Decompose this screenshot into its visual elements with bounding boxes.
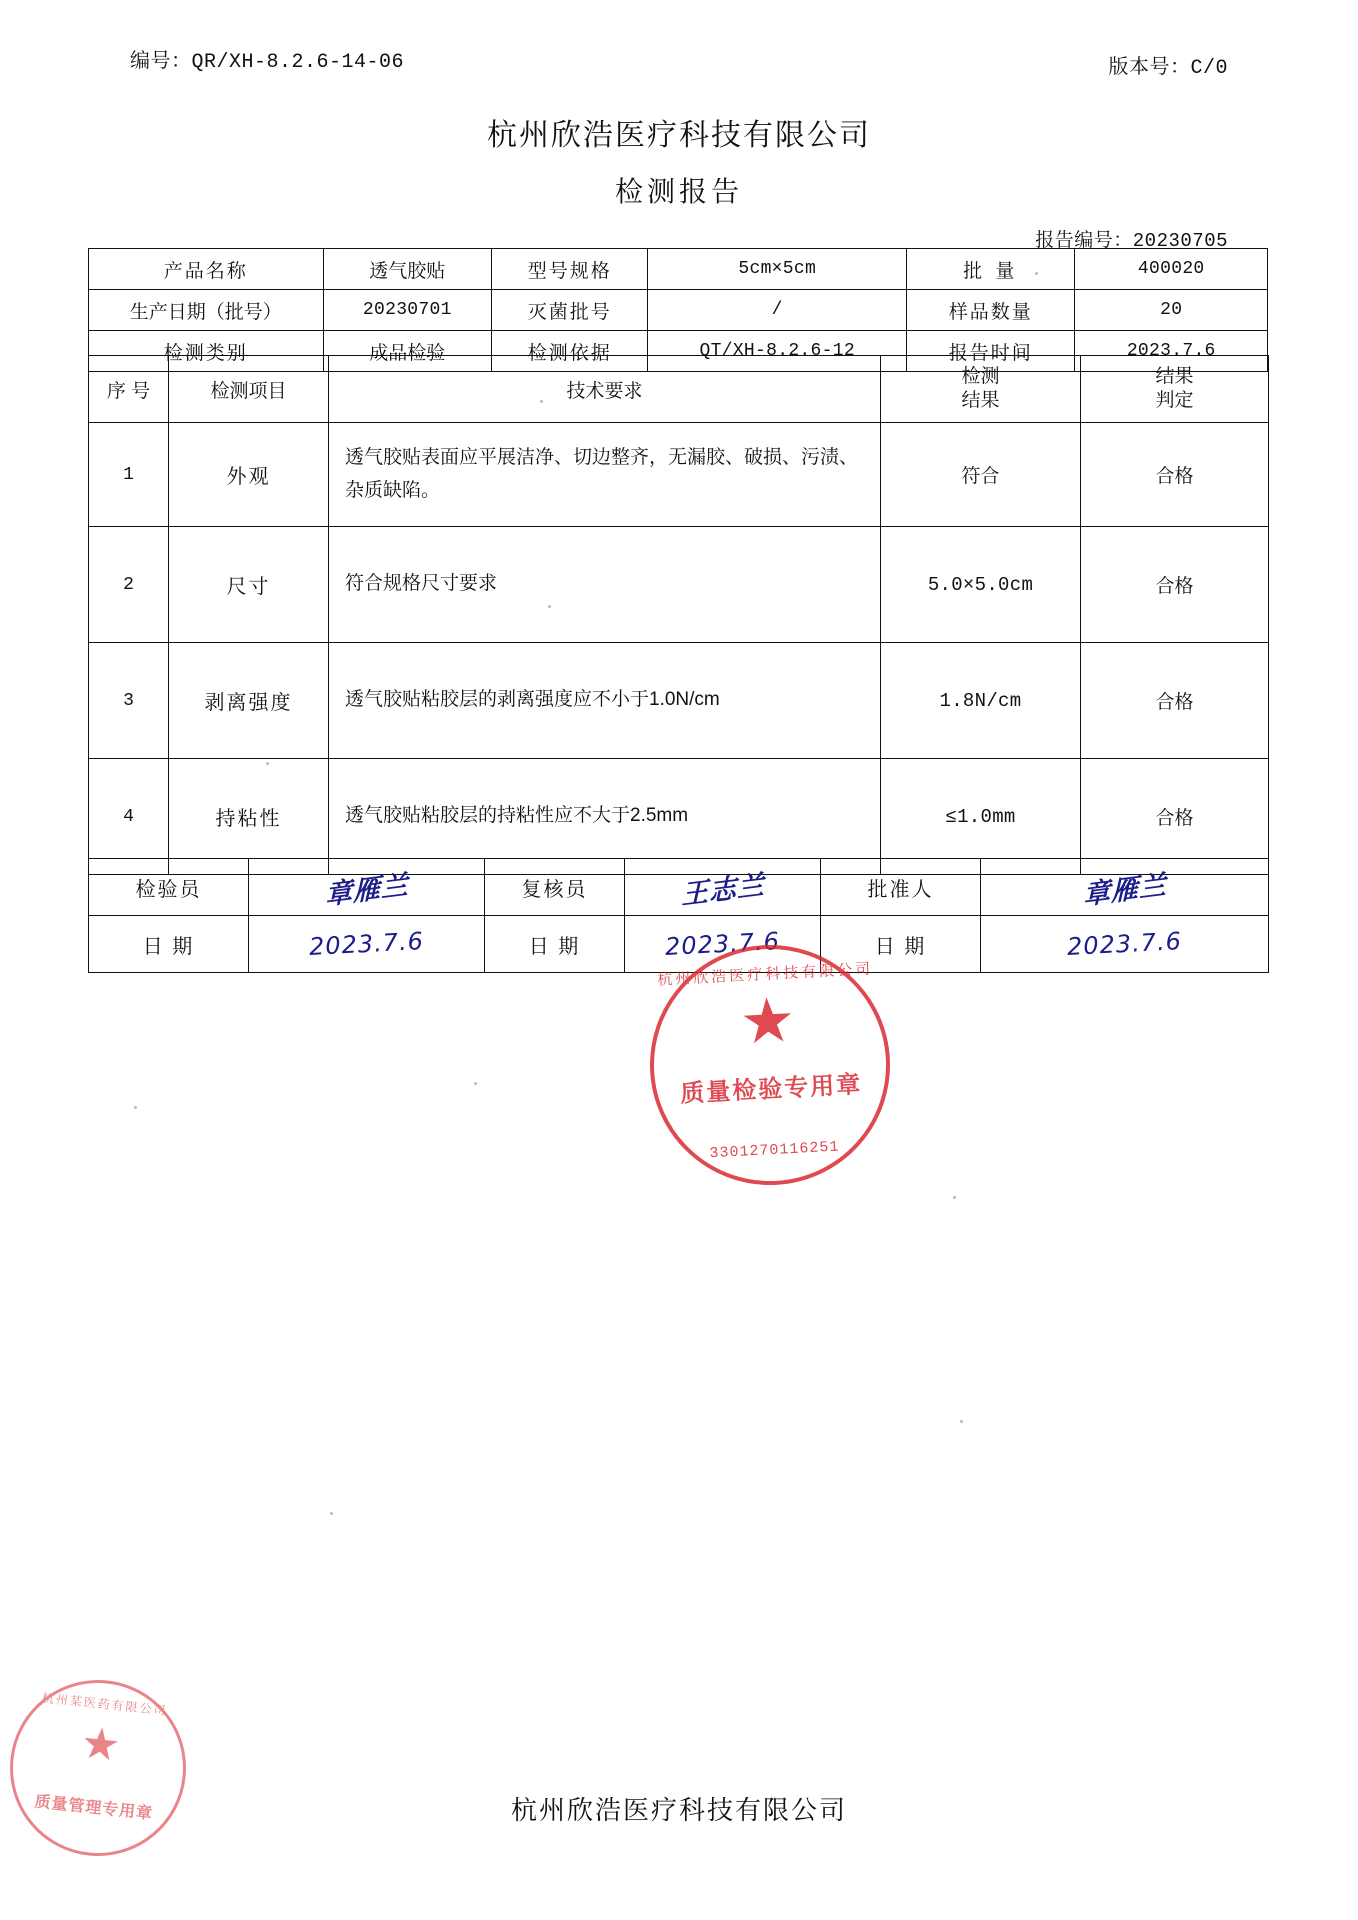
header-result: 检测 结果 xyxy=(881,356,1081,423)
label-batch-qty: 批 量 xyxy=(907,249,1075,290)
scan-speck xyxy=(330,1512,333,1515)
scan-speck xyxy=(960,1420,963,1423)
date-value-1-cell xyxy=(249,916,485,973)
row-verdict-3: 合格 xyxy=(1081,643,1269,759)
date-handwriting-3: 2023.7.6 xyxy=(1066,927,1183,961)
signature-approver xyxy=(981,859,1269,916)
table-row xyxy=(89,527,1269,643)
row-verdict-1: 合格 xyxy=(1081,423,1269,527)
seal-center-text: 质量检验专用章 xyxy=(679,1071,863,1108)
value-test-basis: QT/XH-8.2.6-12 xyxy=(648,331,907,372)
scan-speck xyxy=(1035,272,1038,275)
label-date-1: 日 期 xyxy=(89,916,249,973)
corner-seal-center-text: 质量管理专用章 xyxy=(33,1793,154,1823)
label-date-3: 日 期 xyxy=(821,916,981,973)
row-result-4: ≤1.0mm xyxy=(881,759,1081,875)
label-report-date: 报告时间 xyxy=(907,331,1075,372)
row-requirement-3: 透气胶贴粘胶层的剥离强度应不小于1.0N/cm xyxy=(329,643,881,759)
row-index-4: 4 xyxy=(89,759,169,875)
label-inspector: 检验员 xyxy=(89,859,249,916)
value-model-spec: 5cm×5cm xyxy=(648,249,907,290)
label-sterilization-batch: 灭菌批号 xyxy=(492,290,648,331)
row-verdict-4: 合格 xyxy=(1081,759,1269,875)
value-report-date: 2023.7.6 xyxy=(1075,331,1268,372)
label-approver: 批准人 xyxy=(821,859,981,916)
table-row xyxy=(89,643,1269,759)
scan-speck xyxy=(134,1106,137,1109)
test-results-table xyxy=(88,355,1269,875)
signature-inspector xyxy=(249,859,485,916)
row-item-4: 持粘性 xyxy=(169,759,329,875)
date-handwriting-1: 2023.7.6 xyxy=(308,927,425,961)
label-test-basis: 检测依据 xyxy=(492,331,648,372)
row-index-3: 3 xyxy=(89,643,169,759)
row-requirement-2: 符合规格尺寸要求 xyxy=(329,527,881,643)
row-result-1: 符合 xyxy=(881,423,1081,527)
reviewer-handwriting: 王志兰 xyxy=(680,869,765,911)
row-item-2: 尺寸 xyxy=(169,527,329,643)
star-icon: ★ xyxy=(78,1718,123,1772)
date-value-3-cell xyxy=(981,916,1269,973)
value-production-date: 20230701 xyxy=(323,290,491,331)
label-model-spec: 型号规格 xyxy=(492,249,648,290)
seal-number: 3301270116251 xyxy=(709,1138,840,1163)
inspector-handwriting: 章雁兰 xyxy=(324,869,409,911)
signature-reviewer xyxy=(625,859,821,916)
table-row xyxy=(89,249,1268,290)
document-version: 版本号：C/0 xyxy=(1108,57,1228,80)
scan-speck xyxy=(474,1082,477,1085)
row-item-3: 剥离强度 xyxy=(169,643,329,759)
table-header-row xyxy=(89,356,1269,423)
report-number-label: 报告编号： xyxy=(1035,230,1133,251)
date-handwriting-2: 2023.7.6 xyxy=(664,927,781,961)
scan-speck xyxy=(548,605,551,608)
header-verdict: 结果 判定 xyxy=(1081,356,1269,423)
row-verdict-2: 合格 xyxy=(1081,527,1269,643)
star-icon: ★ xyxy=(738,986,798,1058)
row-item-1: 外观 xyxy=(169,423,329,527)
header-requirement: 技术要求 xyxy=(329,356,881,423)
label-test-category: 检测类别 xyxy=(89,331,324,372)
scan-speck xyxy=(953,1196,956,1199)
row-result-2: 5.0×5.0cm xyxy=(881,527,1081,643)
table-row xyxy=(89,859,1269,916)
approver-handwriting: 章雁兰 xyxy=(1082,869,1167,911)
signature-table xyxy=(88,858,1269,973)
label-date-2: 日 期 xyxy=(485,916,625,973)
row-requirement-4: 透气胶贴粘胶层的持粘性应不大于2.5mm xyxy=(329,759,881,875)
table-row xyxy=(89,916,1269,973)
scan-speck xyxy=(540,400,543,403)
value-batch-qty: 400020 xyxy=(1075,249,1268,290)
value-product-name: 透气胶贴 xyxy=(323,249,491,290)
row-index-2: 2 xyxy=(89,527,169,643)
quality-management-seal xyxy=(1,1671,194,1864)
row-requirement-1: 透气胶贴表面应平展洁净、切边整齐，无漏胶、破损、污渍、杂质缺陷。 xyxy=(329,423,881,527)
table-row xyxy=(89,423,1269,527)
quality-inspection-seal xyxy=(644,939,896,1191)
corner-seal-arc-text: 杭州某医药有限公司 xyxy=(41,1690,169,1718)
scan-speck xyxy=(266,762,269,765)
row-index-1: 1 xyxy=(89,423,169,527)
label-production-date: 生产日期（批号） xyxy=(89,290,324,331)
label-reviewer: 复核员 xyxy=(485,859,625,916)
table-row xyxy=(89,290,1268,331)
header-item: 检测项目 xyxy=(169,356,329,423)
value-test-category: 成品检验 xyxy=(323,331,491,372)
label-sample-count: 样品数量 xyxy=(907,290,1075,331)
footer-company-name: 杭州欣浩医疗科技有限公司 xyxy=(510,1795,847,1825)
seal-arc-text: 杭州欣浩医疗科技有限公司 xyxy=(656,960,874,989)
company-title: 杭州欣浩医疗科技有限公司 xyxy=(487,119,871,152)
header-index: 序 号 xyxy=(89,356,169,423)
report-number-value: 20230705 xyxy=(1132,230,1228,252)
report-title: 检测报告 xyxy=(614,176,743,207)
label-product-name: 产品名称 xyxy=(89,249,324,290)
document-code: 编号：QR/XH-8.2.6-14-06 xyxy=(130,51,405,74)
value-sample-count: 20 xyxy=(1075,290,1268,331)
product-info-table xyxy=(88,248,1268,372)
row-result-3: 1.8N/cm xyxy=(881,643,1081,759)
value-sterilization-batch: / xyxy=(648,290,907,331)
